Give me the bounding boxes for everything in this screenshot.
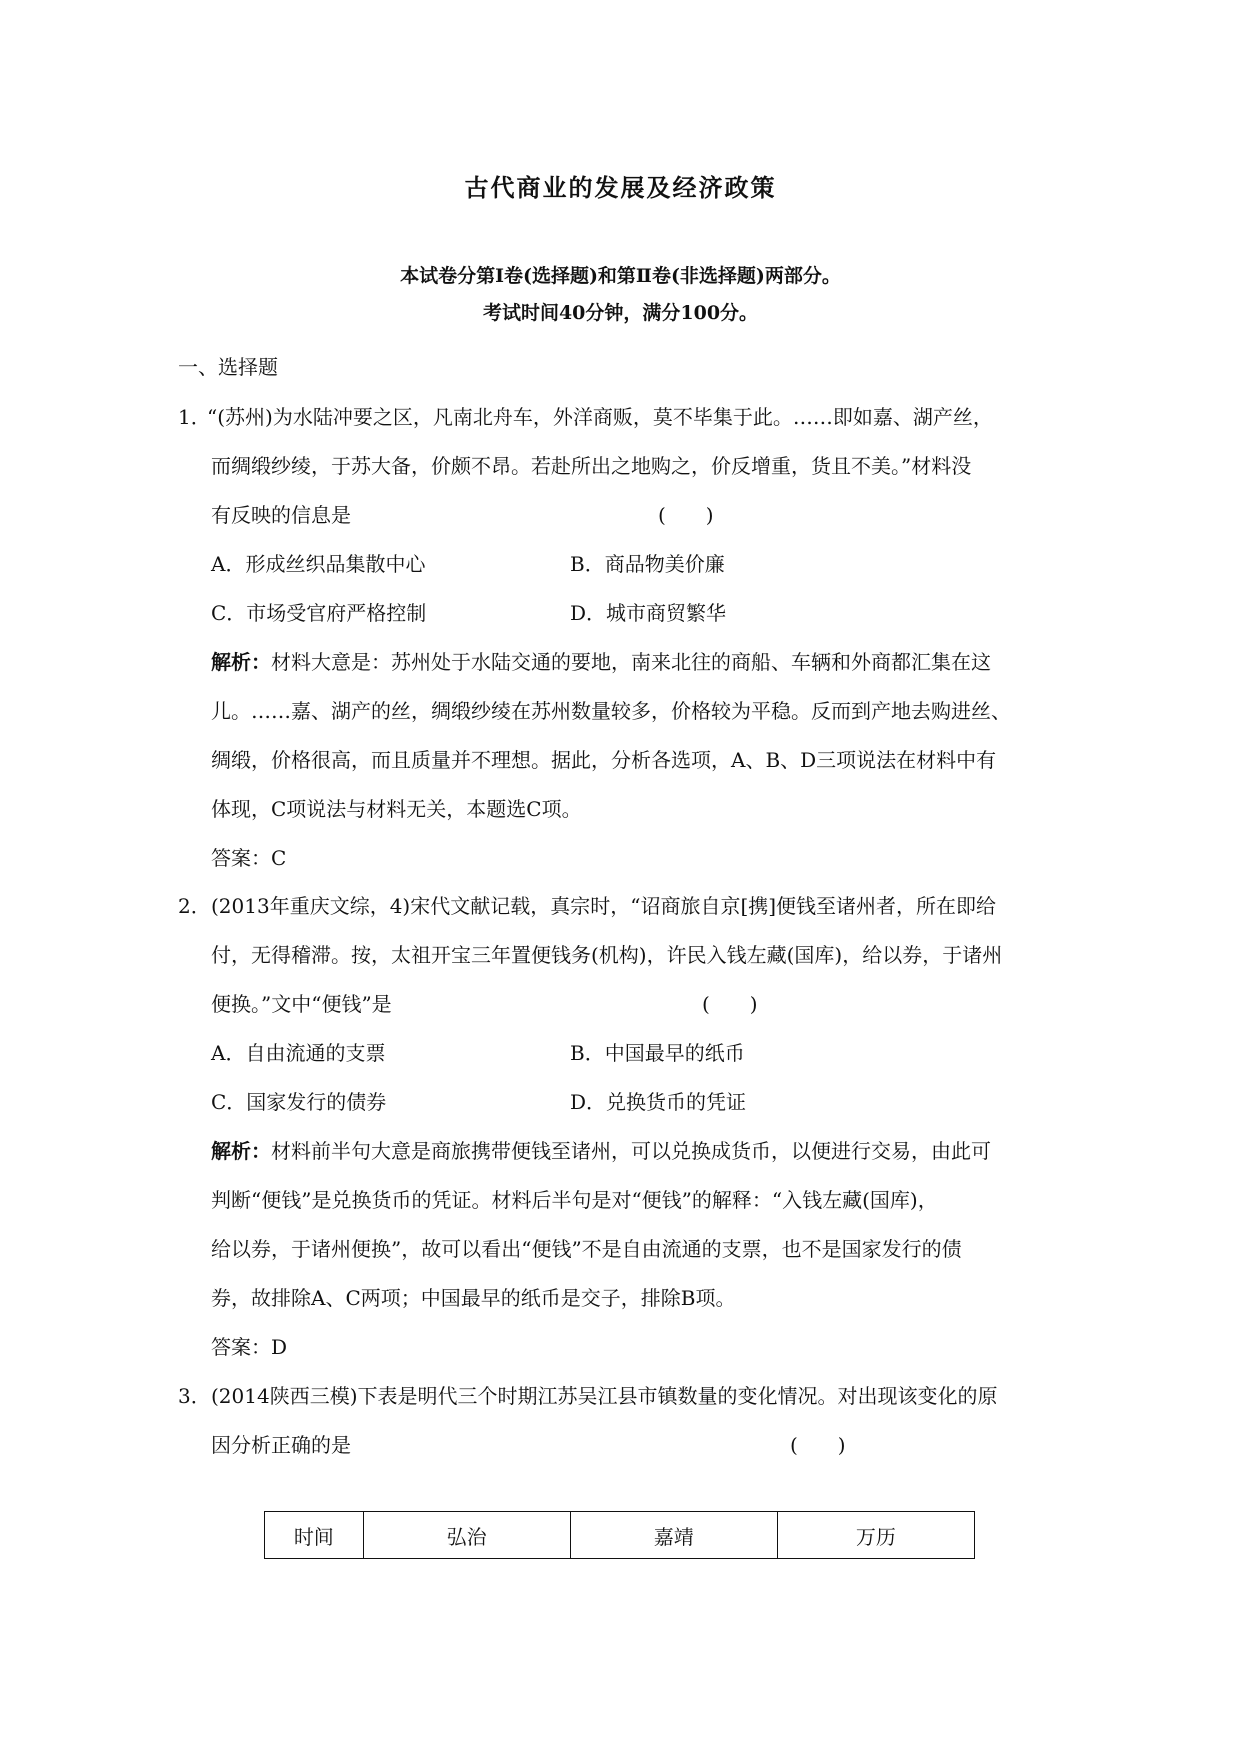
question-3-line: (2014陕西三模)下表是明代三个时期江苏吴江县市镇数量的变化情况。对出现该变化的原 xyxy=(211,1384,998,1408)
question-2-line: 便换。”文中“便钱”是 xyxy=(211,992,392,1016)
analysis-label: 解析： xyxy=(211,650,271,674)
question-1-analysis-line: 体现，C项说法与材料无关，本题选C项。 xyxy=(211,797,582,821)
question-1-answer: 答案：C xyxy=(211,846,287,870)
question-2-analysis-line: 判断“便钱”是兑换货币的凭证。材料后半句是对“便钱”的解释：“入钱左藏(国库)， xyxy=(211,1188,938,1212)
question-2-number: 2． xyxy=(178,894,211,918)
question-2-analysis-line: 给以券，于诸州便换”，故可以看出“便钱”不是自由流通的支票，也不是国家发行的债 xyxy=(211,1237,962,1261)
section-heading: 一、选择题 xyxy=(178,355,278,379)
exam-intro-line-2: 考试时间40分钟，满分100分。 xyxy=(482,302,759,324)
question-2-analysis-line xyxy=(211,1135,991,1164)
question-2-option-a: A．自由流通的支票 xyxy=(211,1041,386,1065)
table-header-cell: 嘉靖 xyxy=(570,1512,777,1559)
question-1-option-d: D．城市商贸繁华 xyxy=(570,601,727,625)
question-2-line: (2013年重庆文综，4)宋代文献记载，真宗时，“诏商旅自京[携]便钱至诸州者，所在即给 xyxy=(211,894,997,918)
question-2-option-b: B．中国最早的纸币 xyxy=(570,1041,745,1065)
answer-blank: ( ) xyxy=(702,992,758,1016)
question-1-option-a: A．形成丝织品集散中心 xyxy=(211,552,426,576)
question-2-option-c: C．国家发行的债券 xyxy=(211,1090,387,1114)
table-header-cell: 万历 xyxy=(777,1512,974,1559)
question-3-line: 因分析正确的是 xyxy=(211,1433,351,1457)
question-1-line: 有反映的信息是 xyxy=(211,503,351,527)
question-2-option-d: D．兑换货币的凭证 xyxy=(570,1090,747,1114)
question-1-option-b: B．商品物美价廉 xyxy=(570,552,725,576)
table-header-row xyxy=(265,1512,975,1559)
question-1-line: “(苏州)为水陆冲要之区，凡南北舟车，外洋商贩，莫不毕集于此。……即如嘉、湖产丝， xyxy=(207,405,993,429)
question-3-number: 3． xyxy=(178,1384,211,1408)
analysis-text: 材料大意是：苏州处于水陆交通的要地，南来北往的商船、车辆和外商都汇集在这 xyxy=(271,650,991,674)
question-1-analysis-line xyxy=(211,646,991,675)
table-header-cell: 弘治 xyxy=(363,1512,570,1559)
question-1-number: 1． xyxy=(178,405,211,429)
question-2-line: 付，无得稽滞。按，太祖开宝三年置便钱务(机构)，许民入钱左藏(国库)，给以券，于诸州 xyxy=(211,943,1003,967)
question-2-analysis-line: 券，故排除A、C两项；中国最早的纸币是交子，排除B项。 xyxy=(211,1286,736,1310)
market-town-table xyxy=(264,1511,975,1559)
question-1-line: 而绸缎纱绫，于苏大备，价颇不昂。若赴所出之地购之，价反增重，货且不美。”材料没 xyxy=(211,454,972,478)
page-title: 古代商业的发展及经济政策 xyxy=(464,173,777,202)
question-1-analysis-line: 儿。……嘉、湖产的丝，绸缎纱绫在苏州数量较多，价格较为平稳。反而到产地去购进丝、 xyxy=(211,699,1011,723)
question-1-option-c: C．市场受官府严格控制 xyxy=(211,601,427,625)
answer-blank: ( ) xyxy=(790,1433,846,1457)
answer-blank: ( ) xyxy=(658,503,714,527)
question-2-answer: 答案：D xyxy=(211,1335,288,1359)
table-header-cell: 时间 xyxy=(265,1512,364,1559)
question-1-analysis-line: 绸缎，价格很高，而且质量并不理想。据此，分析各选项，A、B、D三项说法在材料中有 xyxy=(211,748,997,772)
analysis-text: 材料前半句大意是商旅携带便钱至诸州，可以兑换成货币，以便进行交易，由此可 xyxy=(271,1139,991,1163)
analysis-label: 解析： xyxy=(211,1139,271,1163)
exam-intro-line-1: 本试卷分第Ⅰ卷(选择题)和第Ⅱ卷(非选择题)两部分。 xyxy=(400,265,841,287)
